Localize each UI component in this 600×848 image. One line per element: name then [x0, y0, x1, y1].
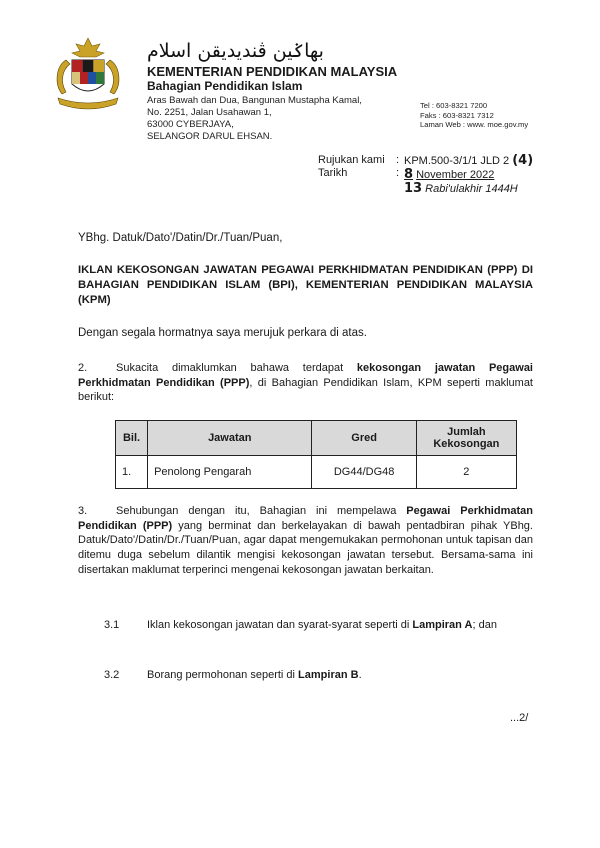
item-number: 3.2: [104, 669, 120, 681]
handwritten-ref-number: (4): [512, 153, 534, 168]
division-name: Bahagian Pendidikan Islam: [147, 79, 303, 93]
salutation: YBhg. Datuk/Dato'/Datin/Dr./Tuan/Puan,: [78, 232, 283, 244]
address-line: SELANGOR DARUL EHSAN.: [147, 131, 273, 142]
address-block: [147, 95, 362, 143]
contact-fax: Faks : 603-8321 7312: [420, 110, 494, 120]
handwritten-date-day: 8: [404, 167, 414, 182]
address-line: 63000 CYBERJAYA,: [147, 119, 234, 130]
ref-label: Rujukan kami: [318, 154, 385, 166]
cell-gred: DG44/DG48: [312, 456, 416, 489]
contact-block: [420, 101, 528, 130]
item-number: 3.1: [104, 619, 120, 631]
contact-web: Laman Web : www. moe.gov.my: [420, 120, 529, 129]
address-line: No. 2251, Jalan Usahawan 1,: [147, 107, 272, 118]
handwritten-hijri-day: 13: [404, 181, 423, 196]
paragraph-number: 2.: [78, 362, 88, 374]
vacancy-table: [115, 420, 517, 489]
reference-colons: : :: [396, 154, 400, 179]
address-line: Aras Bawah dan Dua, Bangunan Mustapha Kamal,: [147, 95, 362, 106]
col-header-bil: Bil.: [116, 421, 148, 456]
contact-tel: Tel : 603-8321 7200: [420, 101, 488, 110]
cell-jumlah: 2: [416, 456, 516, 489]
coat-of-arms-logo: [48, 36, 128, 114]
item-3-2: 3.2 Borang permohonan seperti di Lampiran B.: [104, 669, 362, 681]
date-month-year: November 2022: [416, 169, 495, 181]
date-label: Tarikh: [318, 167, 348, 179]
ministry-name: KEMENTERIAN PENDIDIKAN MALAYSIA: [147, 64, 398, 79]
letter-title: IKLAN KEKOSONGAN JAWATAN PEGAWAI PERKHIDMATAN PENDIDIKAN (PPP) DI BAHAGIAN PENDIDIKAN ISLAM (BPI), KEMENTERIAN PENDIDIKAN MALAYSIA (KPM): [78, 264, 533, 306]
item-3-1: 3.1 Iklan kekosongan jawatan dan syarat-syarat seperti di Lampiran A; dan: [104, 619, 497, 631]
paragraph-number: 3.: [78, 505, 88, 517]
paragraph-2: 2. Sukacita dimaklumkan bahawa terdapat kekosongan jawatan Pegawai Perkhidmatan Pendidikan (PPP), di Bahagian Pendidikan Islam, KPM seperti maklumat berikut:: [78, 362, 533, 404]
ref-number: KPM.500-3/1/1 JLD 2: [404, 155, 510, 167]
next-page-marker: ...2/: [510, 712, 529, 724]
reference-values: [404, 154, 533, 196]
reference-labels: [318, 154, 385, 180]
paragraph-3: 3. Sehubungan dengan itu, Bahagian ini mempelawa Pegawai Perkhidmatan Pendidikan (PPP) yang berminat dan berkelayakan di bawah pentadbiran pihak YBhg. Datuk/Dato'/Datin/Dr./Tuan/Puan, agar dapat mengemukakan permohonan untuk tapisan dan ditemu duga sebelum dilantik mengisi kekosongan jawatan tersebut. Bersama-sama ini disertakan maklumat terperinci mengenai kekosongan jawatan berkaitan.: [78, 505, 533, 576]
cell-bil: 1.: [116, 456, 148, 489]
col-header-jawatan: Jawatan: [148, 421, 312, 456]
intro-paragraph: Dengan segala hormatnya saya merujuk perkara di atas.: [78, 327, 367, 339]
cell-jawatan: Penolong Pengarah: [148, 456, 312, 489]
hijri-month-year: Rabi'ulakhir 1444H: [425, 183, 518, 195]
jawi-title: بهاݢين ڤنديديقن اسلام: [147, 40, 324, 62]
col-header-jumlah: Jumlah Kekosongan: [416, 421, 516, 456]
col-header-gred: Gred: [312, 421, 416, 456]
table-row: [116, 456, 517, 489]
table-header-row: [116, 421, 517, 456]
